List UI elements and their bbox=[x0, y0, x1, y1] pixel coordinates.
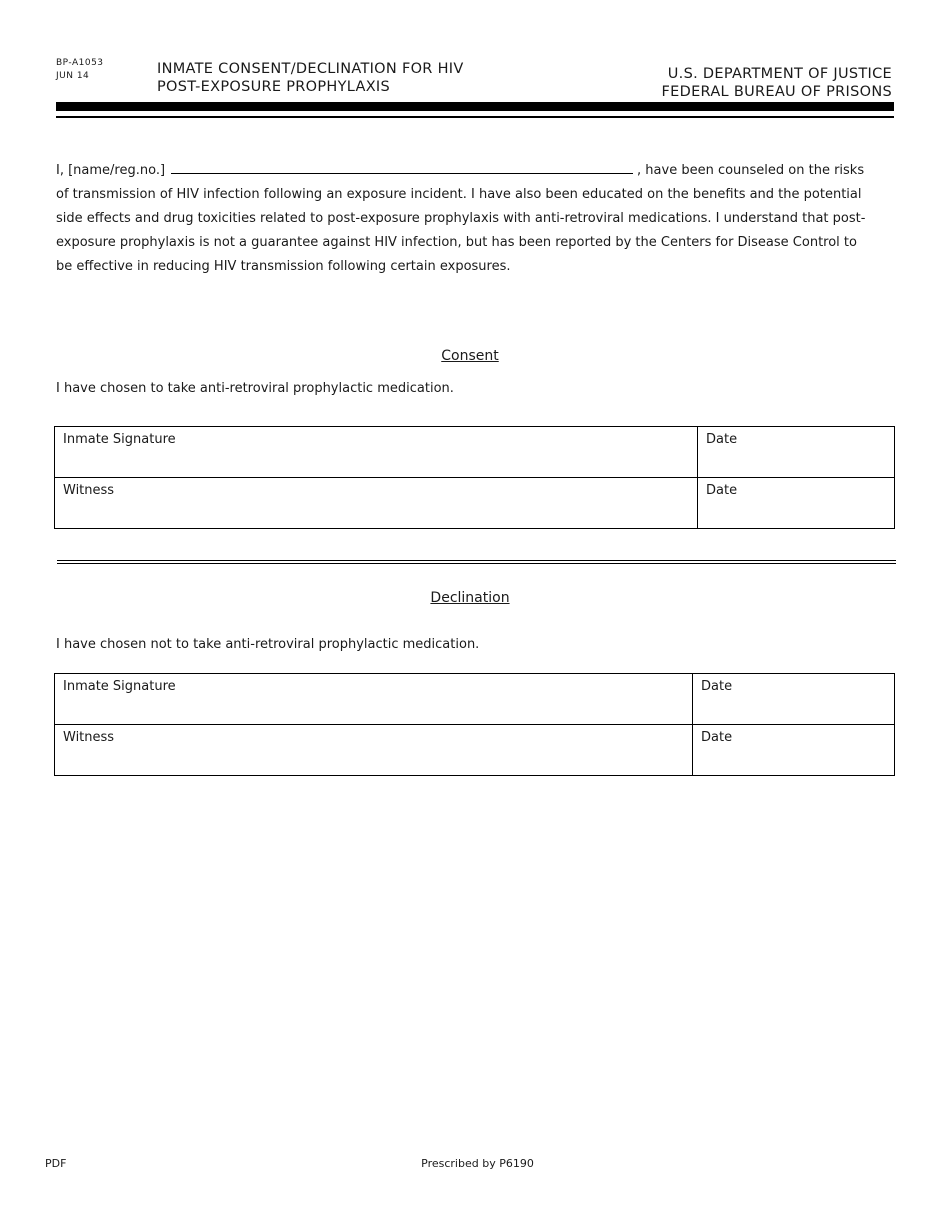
date-label: Date bbox=[706, 483, 738, 498]
form-code bbox=[56, 57, 104, 83]
declination-inmate-signature-field[interactable] bbox=[55, 674, 693, 725]
declination-witness-signature-field[interactable] bbox=[55, 725, 693, 776]
form-title-line2: POST-EXPOSURE PROPHYLAXIS bbox=[157, 79, 391, 95]
name-regno-field[interactable] bbox=[171, 157, 633, 174]
section-divider bbox=[57, 560, 896, 561]
witness-label: Witness bbox=[63, 730, 115, 745]
declination-inmate-date-field[interactable] bbox=[693, 674, 895, 725]
table-row bbox=[55, 725, 895, 776]
date-label: Date bbox=[701, 679, 733, 694]
declination-witness-date-field[interactable] bbox=[693, 725, 895, 776]
name-prefix-label: I, [name/reg.no.] bbox=[56, 163, 166, 178]
form-revision-date: JUN 14 bbox=[56, 71, 90, 81]
header-thick-rule bbox=[56, 102, 894, 111]
consent-statement: I have chosen to take anti-retroviral prophylactic medication. bbox=[56, 381, 454, 396]
date-label: Date bbox=[701, 730, 733, 745]
consent-signature-table bbox=[54, 426, 895, 529]
consent-inmate-signature-field[interactable] bbox=[55, 427, 698, 478]
agency-line1: U.S. DEPARTMENT OF JUSTICE bbox=[667, 66, 892, 82]
table-row bbox=[55, 427, 895, 478]
consent-inmate-date-field[interactable] bbox=[698, 427, 895, 478]
form-title-line1: INMATE CONSENT/DECLINATION FOR HIV bbox=[157, 61, 464, 77]
form-title bbox=[157, 60, 464, 96]
consent-heading: Consent bbox=[441, 348, 499, 364]
form-number: BP-A1053 bbox=[56, 58, 104, 68]
witness-label: Witness bbox=[63, 483, 115, 498]
date-label: Date bbox=[706, 432, 738, 447]
agency-name bbox=[662, 65, 893, 101]
intro-body-text: , have been counseled on the risks of transmission of HIV infection following an exposure incident. I have also been educated on the benefits and the potential side effects and drug toxicities related to post-exposure prophylaxis with anti-retroviral medications. I understand that post-exposure prophylaxis is not a guarantee against HIV infection, but has been reported by the Centers for Disease Control to be effective in reducing HIV transmission following certain exposures. bbox=[56, 163, 866, 274]
footer-prescribed-by: Prescribed by P6190 bbox=[421, 1157, 534, 1170]
declination-statement: I have chosen not to take anti-retroviral prophylactic medication. bbox=[56, 637, 480, 652]
consent-witness-date-field[interactable] bbox=[698, 478, 895, 529]
agency-line2: FEDERAL BUREAU OF PRISONS bbox=[661, 84, 892, 100]
table-row bbox=[55, 674, 895, 725]
consent-witness-signature-field[interactable] bbox=[55, 478, 698, 529]
header-thin-rule bbox=[56, 116, 894, 118]
table-row bbox=[55, 478, 895, 529]
inmate-signature-label: Inmate Signature bbox=[63, 679, 176, 694]
declination-heading: Declination bbox=[430, 590, 510, 606]
declination-signature-table bbox=[54, 673, 895, 776]
intro-paragraph bbox=[56, 157, 876, 279]
section-divider bbox=[57, 563, 896, 564]
footer-format-label: PDF bbox=[45, 1157, 67, 1170]
inmate-signature-label: Inmate Signature bbox=[63, 432, 176, 447]
